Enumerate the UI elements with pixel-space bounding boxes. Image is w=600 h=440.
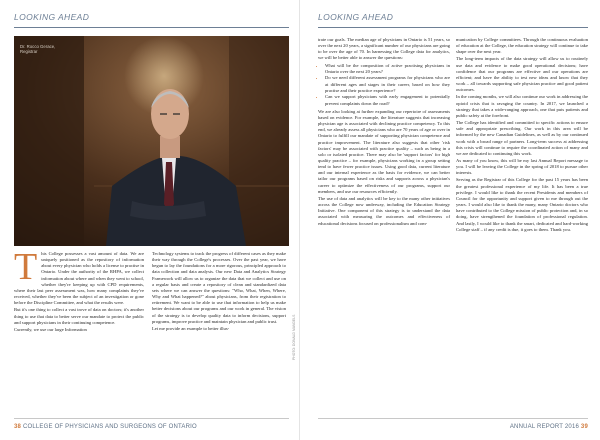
body-paragraph: Technology systems to track the progress of different cases as they make their way through the College's processes. Over the past year, we have begun to lay the foundations for a more rigorous, principled approach to data collection and data analysis. Our new Data and Analytics Strategy Framework will allow us to organize the data that we collect and use on a regular basis and create a repository of clean and standardized data sets where we can answer the questions: "Who, What, When, Where, Why and What happened?" about physicians, from their registration to retirement. We want to be able to use that information to help us make better decisions about our programs and our work in general. The vision of the strategy is to develop quality data to inform decisions, support programs, improve practice and maintain physician and public trust. [152, 251, 286, 324]
right-footer-rule [318, 418, 588, 419]
list-item: • What will be the composition of active practising physicians in Ontario over the next 20 years? [325, 63, 450, 75]
right-section-header: LOOKING AHEAD [318, 12, 394, 22]
list-item: • Do we need different assessment programs for physicians who are at different ages and stages in their career, based on how they practise and their practice experience? [325, 75, 450, 93]
body-paragraph: Serving as the Registrar of this College for the past 15 years has been the greatest professional experience of my life. It has been a true privilege. I would like to thank the recent Presidents and members of Council for the opportunity and support given to me through out the years. I would also like to thank the many, many Ontario doctors who have contributed to the College mission of public protection and, in so doing, have strengthened the foundation of professional regulation. And lastly, I would like to thank the smart, dedicated and hard-working College staff – if any credit is due, it goes to them. Thank you. [456, 177, 588, 232]
body-paragraph: munication by College committees. Through the continuous evaluation of education at the College, the education strategy will continue to take shape over the next year. [456, 37, 588, 55]
caption-name: Dr. Rocco Gerace, [20, 44, 56, 49]
drop-cap: T [14, 246, 38, 288]
questions-list [318, 63, 450, 107]
body-paragraph: trate our goals. The median age of physicians in Ontario is 51 years, so over the next 20 years, a significant number of our physicians are going to be over the age of 70. In harnessing the College data for analytics, we will be better able to answer the questions: [318, 37, 450, 61]
left-section-header: LOOKING AHEAD [14, 12, 90, 22]
opening-paragraph [14, 246, 144, 306]
left-header-rule [14, 27, 289, 28]
page-gutter [299, 0, 300, 440]
right-page-number: 39 [580, 424, 588, 430]
right-column-2 [456, 37, 588, 234]
body-paragraph: The College has identified and committed to specific actions to ensure safe and appropriate prescribing. Our work in this area will be informed by the new Canadian Guidelines, as well as by our continued work with a broad range of partners. Long-term success at addressing this crisis will continue to require the coordinated action of many and we are dedicated to continuing this work. [456, 120, 588, 156]
body-paragraph: The long-term impacts of the data strategy will allow us to routinely use data and evidence to make good operational decisions; have confidence that our programs are effective and our operations are efficient; and have the ability to test new ideas and know that they work – all towards supporting safe physician practice and good patient outcomes. [456, 56, 588, 93]
left-column-1 [14, 246, 144, 334]
body-paragraph: We are also looking at further expanding our repertoire of assessments based on evidence. For example, the literature suggests that increasing physician age is associated with declining practice competency. To this end, we already assess all physicians who are 70 years of age or over in Ontario to fulfill our mandate of supporting physician competence and practice improvement. The literature also suggests that other 'risk factors' may be associated with practice quality – such as being in a solo or isolated practice. There may also be 'support factors' for high quality practice – for example, physicians working in a group setting tend to have fewer practice issues. Using good data, current literature and our internal experience as the basis for evidence, we can better tailor our programs based on risks and supports across a physician's career to optimize the effectiveness of our programs, support our members, and use our resources efficiently. [318, 108, 450, 194]
body-paragraph: Currently, we use our large Information [14, 326, 87, 332]
list-item: • Can we support physicians with early engagement to potentially prevent complaints down the road? [325, 94, 450, 106]
left-column-2 [152, 251, 286, 333]
body-paragraph: In the coming months, we will also continue our work in addressing the opioid crisis that is ravaging the country. In 2017, we launched a strategy that takes a wide-ranging approach, one that puts patients and public safety at the forefront. [456, 94, 588, 118]
opening-text: his College possesses a vast amount of data. We are uniquely positioned as the repository of information about every physician who holds a license to practise in Ontario. Under the authority of the RHPA, we collect information about where and when they went to school, whether they're keeping up with CPD requirements, where their last peer assessment was, how many complaints they've received, whether they've been the subject of an investigation or gone before the Discipline Committee, and what the results were. [14, 251, 144, 306]
photo-illustration [14, 36, 289, 246]
body-paragraph: As many of you know, this will be my last Annual Report message to you. I will be leaving the College in the spring of 2018 to pursue other interests. [456, 157, 588, 176]
left-footer [14, 424, 197, 430]
registrar-photo [14, 36, 289, 246]
photo-credit: PHOTO: DONALD MANDELS [292, 314, 296, 360]
body-paragraph: The use of data and analytics will be key to the many other initiatives across the College now underway, including the Education Strategy Initiative. One component of this strategy is to understand the data associated with measuring the outcomes and effectiveness of educational decisions focused on professionalism and com- [318, 195, 450, 226]
left-footer-text: COLLEGE OF PHYSICIANS AND SURGEONS OF ONTARIO [22, 424, 197, 430]
right-header-rule [318, 27, 588, 28]
body-paragraph: Let me provide an example to better illus- [152, 325, 230, 331]
body-paragraph: But it's one thing to collect a vast trove of data on doctors; it's another thing to use that data to better serve our mandate to protect the public and support physicians in their continuing competence. [14, 307, 144, 325]
caption-title: Registrar [20, 49, 38, 54]
photo-caption [20, 44, 55, 54]
left-page-number: 38 [14, 424, 22, 430]
right-footer [510, 424, 588, 430]
right-column-1 [318, 37, 450, 228]
right-footer-text: ANNUAL REPORT 2016 [509, 424, 580, 430]
left-footer-rule [14, 418, 289, 419]
